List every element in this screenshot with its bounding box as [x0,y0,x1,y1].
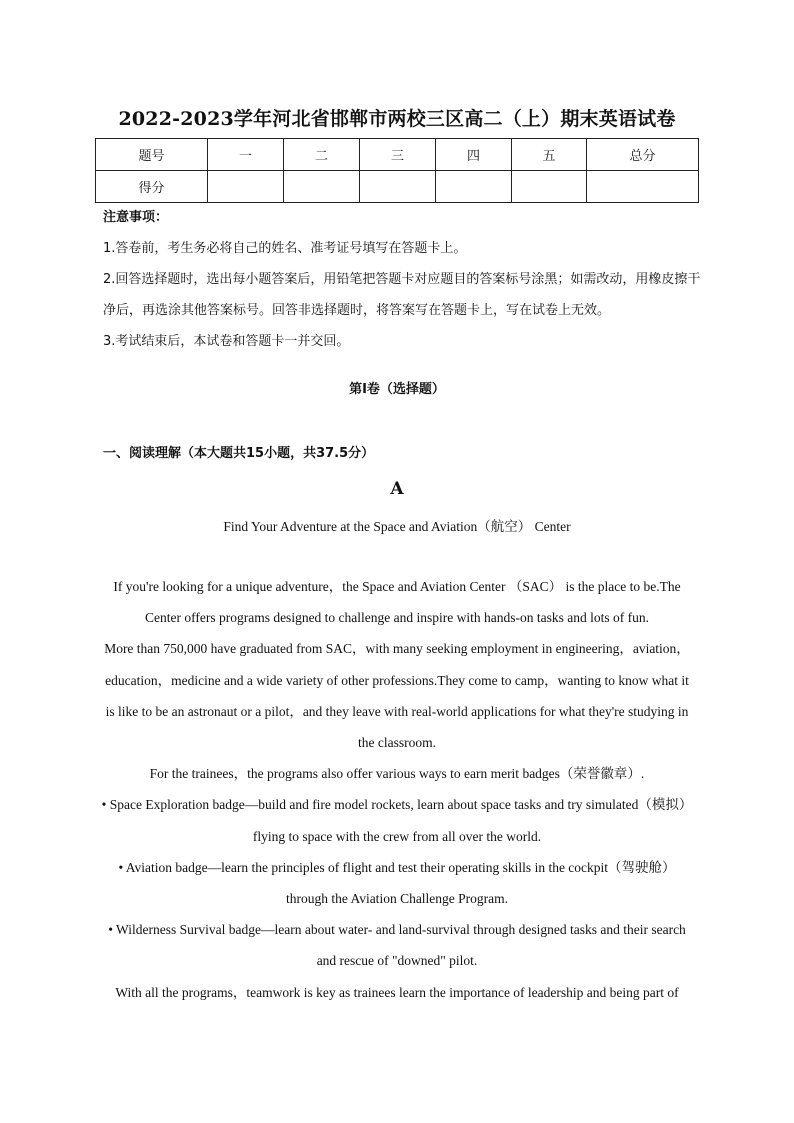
passage-title: Find Your Adventure at the Space and Aviation（航空） Center [223,519,571,534]
score-table-header-row [96,139,699,171]
passage-bullet: • Aviation badge—learn the principles of flight and test their operating skills in the cockpit（驾驶舱） through the Aviation Challenge Program. [118,859,676,907]
score-cell [436,171,512,203]
passage-paragraph: With all the programs，teamwork is key as trainees learn the importance of leadership and being part of [115,984,679,1000]
section-heading: 第Ⅰ卷（选择题） [349,382,445,397]
passage-paragraph: For the trainees，the programs also offer various ways to earn merit badges（荣誉徽章）. [149,766,645,782]
score-header-cell: 题号 [96,139,208,171]
score-cell [208,171,284,203]
score-table [95,138,699,203]
part-heading: 一、阅读理解（本大题共15小题，共37.5分） [103,446,375,461]
score-cell [512,171,587,203]
passage-paragraph: If you're looking for a unique adventure，the Space and Aviation Center （SAC） is the place to be.The Center offers programs designed to challenge and inspire with hands-on tasks and lots of fun. [113,579,681,626]
score-cell [360,171,436,203]
score-header-cell: 五 [512,139,587,171]
page-title: 2022-2023学年河北省邯郸市两校三区高二（上）期末英语试卷 [118,108,676,130]
score-header-cell: 四 [436,139,512,171]
passage-body [100,571,694,1008]
passage-letter: A [390,479,404,499]
score-table-score-row [96,171,699,203]
notes-item: 1.答卷前，考生务必将自己的姓名、准考证号填写在答题卡上。 [103,241,467,256]
score-header-cell: 三 [360,139,436,171]
notes-heading: 注意事项： [103,210,169,225]
notes-section [103,202,713,357]
notes-item: 3.考试结束后，本试卷和答题卡一并交回。 [103,334,350,349]
score-cell [587,171,699,203]
score-cell [284,171,360,203]
notes-item: 2.回答选择题时，选出每小题答案后，用铅笔把答题卡对应题目的答案标号涂黑；如需改动，用橡皮擦干净后，再选涂其他答案标号。回答非选择题时，将答案写在答题卡上，写在试卷上无效。 [103,272,701,318]
passage-paragraph: More than 750,000 have graduated from SAC，with many seeking employment in engineering，aviation，education，medicine and a wide variety of other professions.They come to camp，wanting to know what it is like to be an astronaut or a pilot，and they leave with real-world applications for what they're studying in the classroom. [104,641,690,751]
score-header-cell: 一 [208,139,284,171]
score-row-label: 得分 [96,171,208,203]
score-header-cell: 总分 [587,139,699,171]
passage-bullet: • Space Exploration badge—build and fire model rockets, learn about space tasks and try simulated（模拟） flying to space with the crew from all over the world. [101,797,693,844]
passage-bullet: • Wilderness Survival badge—learn about water- and land-survival through designed tasks and their search and rescue of "downed" pilot. [108,922,686,969]
score-header-cell: 二 [284,139,360,171]
